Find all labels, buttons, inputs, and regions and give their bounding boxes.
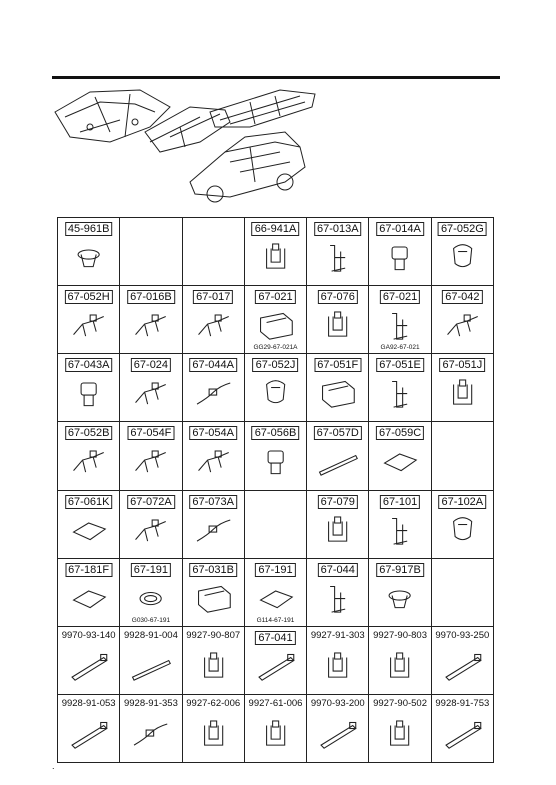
part-cell: [369, 286, 431, 354]
tie-icon: [315, 715, 360, 754]
part-cell: [432, 695, 494, 763]
part-cell: [183, 695, 245, 763]
tie-icon: [440, 715, 485, 754]
part-cell: [307, 354, 369, 422]
part-number: 67-051J: [439, 358, 485, 372]
boot-icon: [440, 511, 485, 550]
harness-icon: [128, 306, 173, 345]
part-cell: [307, 218, 369, 286]
part-number: 9927-90-807: [186, 629, 241, 641]
margin-mark: .: [52, 761, 55, 771]
part-cell: [183, 627, 245, 695]
pad-icon: [66, 511, 111, 550]
part-number: 67-044: [318, 563, 358, 577]
cable-icon: [128, 715, 173, 754]
part-cell: [58, 354, 120, 422]
clip-icon: [377, 647, 422, 686]
part-cell: [183, 354, 245, 422]
part-cell: [369, 559, 431, 627]
part-cell: [120, 627, 182, 695]
part-number: 67-021: [380, 290, 420, 304]
part-number: 9970-93-200: [310, 697, 365, 709]
part-number: 67-191: [131, 563, 171, 577]
part-number: 9927-61-006: [248, 697, 303, 709]
part-cell: [307, 627, 369, 695]
harness-icon: [191, 306, 236, 345]
grommet-icon: [66, 238, 111, 277]
part-cell: [245, 695, 307, 763]
part-cell: [245, 354, 307, 422]
part-cell: [183, 559, 245, 627]
part-sub-number: G030-67-191: [131, 616, 171, 624]
parts-grid: [57, 217, 494, 763]
part-cell: [307, 286, 369, 354]
part-cell: [432, 422, 494, 490]
vehicle-wiring-illustration: [50, 82, 320, 212]
clip-icon: [253, 238, 298, 277]
part-cell: [307, 559, 369, 627]
part-number: 67-044A: [189, 358, 237, 372]
bracket-icon: [315, 579, 360, 618]
part-number: 67-056B: [252, 426, 300, 440]
part-number: 67-061K: [65, 495, 113, 509]
part-cell: [432, 559, 494, 627]
tie-icon: [253, 647, 298, 686]
part-number: 67-052H: [65, 290, 113, 304]
part-cell: [245, 422, 307, 490]
harness-icon: [128, 442, 173, 481]
part-cell: [307, 695, 369, 763]
connector-icon: [253, 442, 298, 481]
pad-icon: [66, 579, 111, 618]
boot-icon: [440, 238, 485, 277]
strip-icon: [315, 442, 360, 481]
part-number: 67-014A: [376, 222, 424, 236]
cable-icon: [191, 374, 236, 413]
part-number: 9927-91-303: [310, 629, 365, 641]
part-number: 9928-91-053: [61, 697, 116, 709]
part-number: 67-917B: [376, 563, 424, 577]
part-number: 67-031B: [189, 563, 237, 577]
harness-icon: [128, 374, 173, 413]
frame-icon: [253, 306, 298, 345]
part-sub-number: GG29-67-021A: [253, 344, 298, 352]
frame-icon: [315, 374, 360, 413]
tie-icon: [66, 647, 111, 686]
part-cell: [432, 627, 494, 695]
part-cell: [369, 354, 431, 422]
part-cell: [307, 422, 369, 490]
part-cell: [183, 286, 245, 354]
part-cell: [58, 422, 120, 490]
frame-icon: [191, 579, 236, 618]
harness-icon: [440, 306, 485, 345]
tie-icon: [440, 647, 485, 686]
part-number: 67-041: [255, 631, 295, 645]
part-cell: [369, 627, 431, 695]
part-cell: [183, 218, 245, 286]
bracket-icon: [377, 511, 422, 550]
part-number: 9928-91-004: [123, 629, 178, 641]
part-cell: [120, 218, 182, 286]
part-number: 67-181F: [65, 563, 112, 577]
part-cell: [120, 354, 182, 422]
part-cell: [120, 559, 182, 627]
part-cell: [432, 218, 494, 286]
bracket-icon: [377, 306, 422, 345]
part-number: 9927-90-803: [373, 629, 428, 641]
part-number: 67-021: [255, 290, 295, 304]
part-number: 9970-93-250: [435, 629, 490, 641]
part-number: 45-961B: [65, 222, 113, 236]
strip-icon: [128, 647, 173, 686]
part-number: 67-024: [131, 358, 171, 372]
part-number: 67-052J: [253, 358, 299, 372]
part-cell: [58, 218, 120, 286]
part-number: 67-059C: [376, 426, 424, 440]
part-cell: [245, 559, 307, 627]
bracket-icon: [377, 374, 422, 413]
part-sub-number: GA92-67-021: [380, 344, 420, 352]
part-cell: [58, 627, 120, 695]
part-cell: [58, 491, 120, 559]
bracket-icon: [315, 238, 360, 277]
part-number: 67-043A: [65, 358, 113, 372]
part-number: 67-191: [255, 563, 295, 577]
pad-icon: [253, 579, 298, 618]
pad-icon: [377, 442, 422, 481]
part-cell: [369, 218, 431, 286]
clip-icon: [191, 647, 236, 686]
part-number: 67-102A: [439, 495, 487, 509]
tie-icon: [66, 715, 111, 754]
part-number: 67-054F: [127, 426, 174, 440]
part-cell: [369, 491, 431, 559]
part-number: 67-016B: [127, 290, 175, 304]
part-sub-number: G114-67-191: [256, 616, 295, 624]
part-number: 9927-62-006: [186, 697, 241, 709]
part-number: 67-079: [318, 495, 358, 509]
part-number: 67-052G: [438, 222, 487, 236]
harness-icon: [66, 442, 111, 481]
clip-icon: [440, 374, 485, 413]
part-cell: [58, 559, 120, 627]
connector-icon: [66, 374, 111, 413]
clip-icon: [315, 647, 360, 686]
harness-icon: [128, 511, 173, 550]
part-cell: [120, 422, 182, 490]
clip-icon: [315, 511, 360, 550]
part-number: 67-057D: [314, 426, 362, 440]
cable-icon: [191, 511, 236, 550]
part-number: 67-054A: [189, 426, 237, 440]
part-cell: [58, 286, 120, 354]
part-cell: [369, 695, 431, 763]
part-number: 67-017: [193, 290, 233, 304]
part-number: 67-013A: [314, 222, 362, 236]
part-number: 67-042: [442, 290, 482, 304]
part-number: 67-072A: [127, 495, 175, 509]
clip-icon: [191, 715, 236, 754]
part-number: 9927-90-502: [373, 697, 428, 709]
clip-icon: [377, 715, 422, 754]
part-number: 9970-93-140: [61, 629, 116, 641]
header-rule: [52, 76, 500, 79]
part-cell: [120, 491, 182, 559]
part-cell: [245, 627, 307, 695]
part-cell: [432, 491, 494, 559]
boot-icon: [253, 374, 298, 413]
part-number: 67-052B: [65, 426, 113, 440]
part-number: 67-073A: [189, 495, 237, 509]
part-cell: [307, 491, 369, 559]
ring-icon: [128, 579, 173, 618]
clip-icon: [253, 715, 298, 754]
part-cell: [120, 286, 182, 354]
part-number: 67-051E: [376, 358, 424, 372]
part-cell: [432, 286, 494, 354]
part-number: 9928-91-753: [435, 697, 490, 709]
harness-icon: [66, 306, 111, 345]
part-cell: [183, 491, 245, 559]
part-number: 9928-91-353: [123, 697, 178, 709]
clip-icon: [315, 306, 360, 345]
harness-icon: [191, 442, 236, 481]
part-cell: [245, 286, 307, 354]
part-cell: [432, 354, 494, 422]
part-number: 67-051F: [314, 358, 361, 372]
part-cell: [245, 218, 307, 286]
part-number: 67-076: [318, 290, 358, 304]
part-number: 67-101: [380, 495, 420, 509]
part-number: 66-941A: [252, 222, 300, 236]
part-cell: [120, 695, 182, 763]
part-cell: [183, 422, 245, 490]
connector-icon: [377, 238, 422, 277]
part-cell: [58, 695, 120, 763]
part-cell: [369, 422, 431, 490]
part-cell: [245, 491, 307, 559]
grommet-icon: [377, 579, 422, 618]
